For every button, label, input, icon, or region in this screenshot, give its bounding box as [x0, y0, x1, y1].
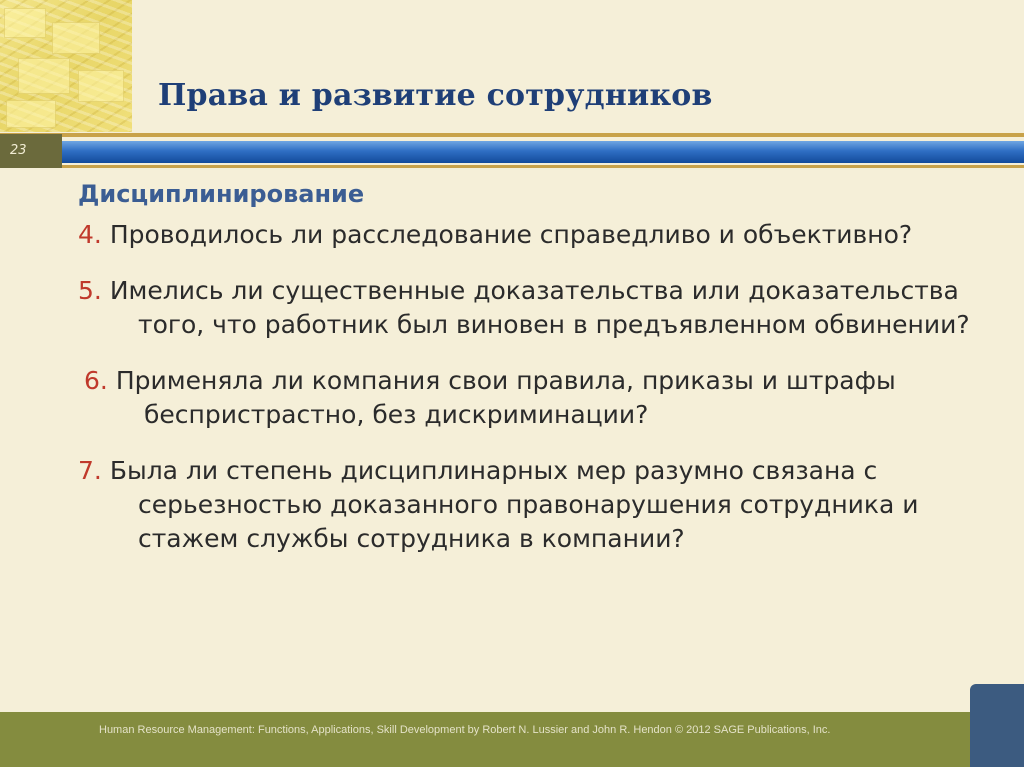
- divider: [0, 133, 1024, 137]
- note-decoration: [4, 8, 46, 38]
- item-text: Имелись ли существенные доказательства или доказательства того, что работник был виновен в предъявленном обвинении?: [109, 276, 970, 339]
- footer-citation: Human Resource Management: Functions, Applications, Skill Development by Robert N. Lussier and John R. Hendon © 2012 SAGE Publications, Inc.: [99, 724, 831, 736]
- content-area: [78, 180, 1008, 578]
- section-heading: Дисциплинирование: [78, 180, 365, 208]
- item-number: 7.: [78, 456, 102, 485]
- sticky-notes-decoration: [0, 0, 132, 132]
- list-item: [78, 364, 1008, 432]
- list-item: [78, 274, 1008, 342]
- corner-decoration: [970, 684, 1024, 767]
- item-text: Была ли степень дисциплинарных мер разумно связана с серьезностью доказанного правонарушения сотрудника и стажем службы сотрудника в компании?: [109, 456, 919, 553]
- note-decoration: [6, 100, 56, 128]
- divider: [0, 165, 1024, 168]
- item-number: 6.: [84, 366, 108, 395]
- slide-number: 23: [0, 134, 62, 168]
- title-band: [0, 141, 1024, 163]
- list-item: [78, 218, 1008, 252]
- item-text: Применяла ли компания свои правила, приказы и штрафы беспристрастно, без дискриминации?: [115, 366, 896, 429]
- item-text: Проводилось ли расследование справедливо и объективно?: [109, 220, 913, 249]
- slide-title: Права и развитие сотрудников: [158, 78, 713, 113]
- item-number: 4.: [78, 220, 102, 249]
- list-item: [78, 454, 1008, 556]
- footer-bar: [0, 712, 1024, 767]
- note-decoration: [18, 58, 70, 94]
- note-decoration: [52, 22, 100, 54]
- note-decoration: [78, 70, 124, 102]
- item-number: 5.: [78, 276, 102, 305]
